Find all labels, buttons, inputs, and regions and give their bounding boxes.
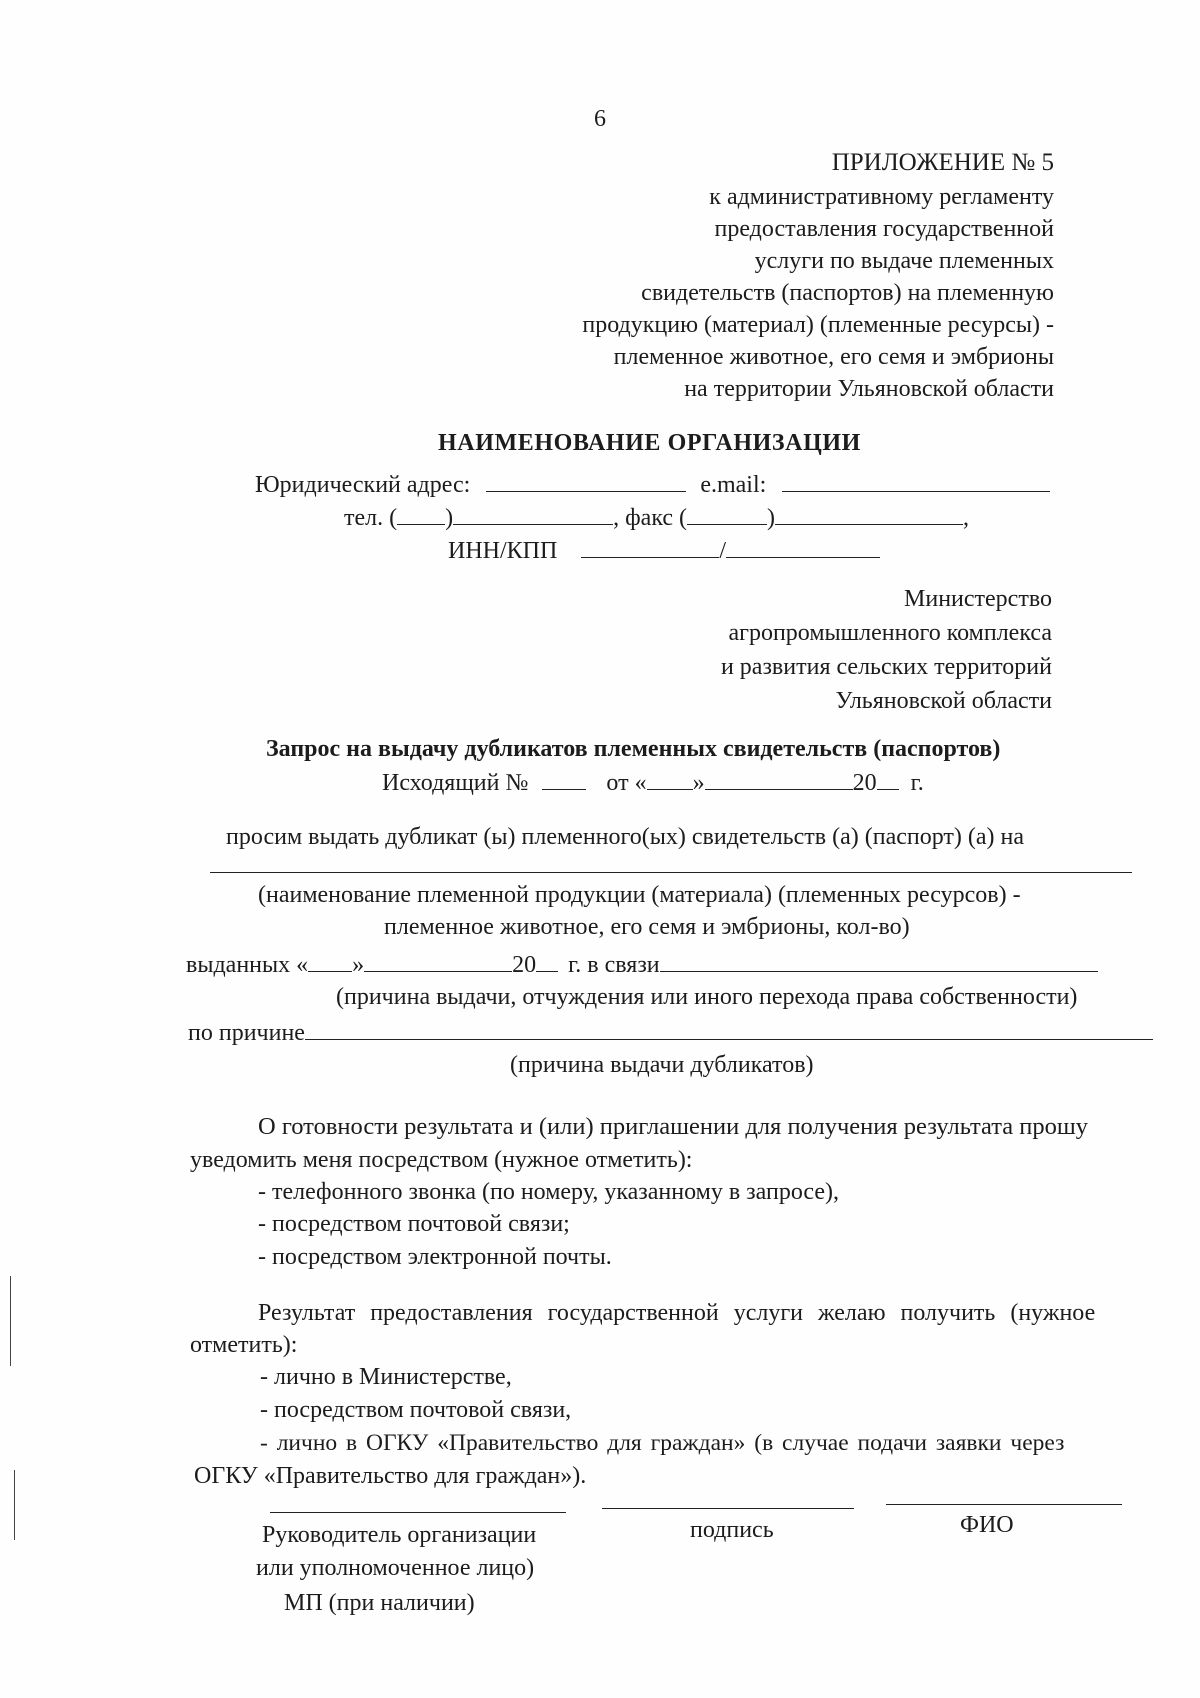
result-paragraph-line: Результат предоставления государственной услуги желаю получить (нужное xyxy=(258,1300,1096,1326)
signature-label: подпись xyxy=(690,1517,774,1543)
duplicate-reason-note: (причина выдачи дубликатов) xyxy=(510,1052,814,1078)
issued-label: выданных « xyxy=(186,952,309,978)
fax-field[interactable] xyxy=(775,504,963,525)
appendix-title: ПРИЛОЖЕНИЕ № 5 xyxy=(831,149,1054,176)
issued-day-field[interactable] xyxy=(308,951,352,972)
date-from-label: от « xyxy=(606,770,647,796)
date-quote-close: » xyxy=(692,770,705,796)
signer-title-line: или уполномоченное лицо) xyxy=(256,1555,535,1581)
scan-edge-mark xyxy=(10,1276,11,1366)
issued-year-prefix: 20 xyxy=(512,952,537,978)
outgoing-number-label: Исходящий № xyxy=(382,770,529,796)
result-option[interactable]: - лично в Министерстве, xyxy=(260,1364,512,1390)
issued-year-field[interactable] xyxy=(536,951,558,972)
outgoing-number-row xyxy=(382,768,924,798)
fax-end: , xyxy=(963,505,970,531)
head-name-field[interactable] xyxy=(270,1512,566,1513)
legal-address-label: Юридический адрес: xyxy=(255,472,471,498)
issued-reason-field[interactable] xyxy=(660,951,1098,972)
scan-edge-mark xyxy=(14,1470,15,1540)
phone-fax-row xyxy=(344,503,969,533)
product-name-field[interactable] xyxy=(210,872,1132,873)
reason-field[interactable] xyxy=(305,1019,1153,1040)
recipient-line: Министерство xyxy=(904,586,1052,612)
appendix-line: предоставления государственной xyxy=(714,216,1054,242)
reason-label: по причине xyxy=(188,1020,305,1046)
page-number: 6 xyxy=(594,106,606,132)
phone-code-field[interactable] xyxy=(397,504,445,525)
signature-field[interactable] xyxy=(602,1508,854,1509)
inn-kpp-separator: / xyxy=(719,538,727,564)
notify-option[interactable]: - телефонного звонка (по номеру, указанному в запросе), xyxy=(258,1179,840,1205)
fax-code-field[interactable] xyxy=(687,504,767,525)
date-year-suffix: г. xyxy=(910,770,924,796)
organization-name-placeholder: НАИМЕНОВАНИЕ ОРГАНИЗАЦИИ xyxy=(438,430,861,456)
date-year-prefix: 20 xyxy=(852,770,877,796)
stamp-note: МП (при наличии) xyxy=(284,1590,475,1616)
inn-kpp-label: ИНН/КПП xyxy=(448,538,558,564)
legal-address-row xyxy=(255,470,1050,500)
ownership-note: (причина выдачи, отчуждения или иного перехода права собственности) xyxy=(336,984,1078,1010)
appendix-line: на территории Ульяновской области xyxy=(684,376,1054,402)
result-paragraph-line: отметить): xyxy=(190,1332,298,1358)
phone-field[interactable] xyxy=(453,504,613,525)
fio-field[interactable] xyxy=(886,1504,1122,1505)
phone-label: тел. ( xyxy=(344,505,398,531)
appendix-line: свидетельств (паспортов) на племенную xyxy=(641,280,1054,306)
appendix-line: племенное животное, его семя и эмбрионы xyxy=(613,344,1054,370)
inn-kpp-row xyxy=(448,536,880,566)
product-note-line: (наименование племенной продукции (материала) (племенных ресурсов) - xyxy=(258,882,1021,908)
issued-month-field[interactable] xyxy=(364,951,512,972)
notify-paragraph-line: уведомить меня посредством (нужное отметить): xyxy=(190,1147,693,1173)
date-year-field[interactable] xyxy=(877,769,899,790)
request-title: Запрос на выдачу дубликатов племенных свидетельств (паспортов) xyxy=(266,736,1001,762)
reason-row xyxy=(188,1018,1153,1048)
product-note-line: племенное животное, его семя и эмбрионы, кол-во) xyxy=(384,914,910,940)
request-body-line: просим выдать дубликат (ы) племенного(ых) свидетельств (а) (паспорт) (а) на xyxy=(226,824,1025,850)
issued-row xyxy=(186,950,1098,980)
result-option-continuation: ОГКУ «Правительство для граждан»). xyxy=(194,1463,587,1489)
notify-option[interactable]: - посредством почтовой связи; xyxy=(258,1211,570,1237)
recipient-line: агропромышленного комплекса xyxy=(728,620,1052,646)
recipient-line: и развития сельских территорий xyxy=(720,654,1052,680)
fio-label: ФИО xyxy=(960,1512,1014,1538)
notify-paragraph-line: О готовности результата и (или) приглашении для получения результата прошу xyxy=(258,1113,1088,1140)
appendix-line: продукцию (материал) (племенные ресурсы) - xyxy=(582,312,1054,338)
email-label: e.mail: xyxy=(700,472,767,498)
result-option[interactable]: - лично в ОГКУ «Правительство для граждан» (в случае подачи заявки через xyxy=(260,1430,1065,1456)
fax-label: , факс ( xyxy=(613,505,688,531)
kpp-field[interactable] xyxy=(726,537,880,558)
email-field[interactable] xyxy=(782,471,1050,492)
legal-address-field[interactable] xyxy=(486,471,686,492)
phone-close: ) xyxy=(445,505,454,531)
recipient-line: Ульяновской области xyxy=(835,688,1052,714)
date-month-field[interactable] xyxy=(705,769,853,790)
issued-quote-close: » xyxy=(352,952,365,978)
date-day-field[interactable] xyxy=(647,769,693,790)
issued-suffix: г. в связи xyxy=(568,952,660,978)
inn-field[interactable] xyxy=(581,537,719,558)
notify-option[interactable]: - посредством электронной почты. xyxy=(258,1244,612,1270)
appendix-line: к административному регламенту xyxy=(709,184,1054,210)
signer-title-line: Руководитель организации xyxy=(262,1522,537,1548)
fax-close: ) xyxy=(767,505,776,531)
outgoing-number-field[interactable] xyxy=(542,769,586,790)
appendix-line: услуги по выдаче племенных xyxy=(754,248,1054,274)
result-option[interactable]: - посредством почтовой связи, xyxy=(260,1397,572,1423)
